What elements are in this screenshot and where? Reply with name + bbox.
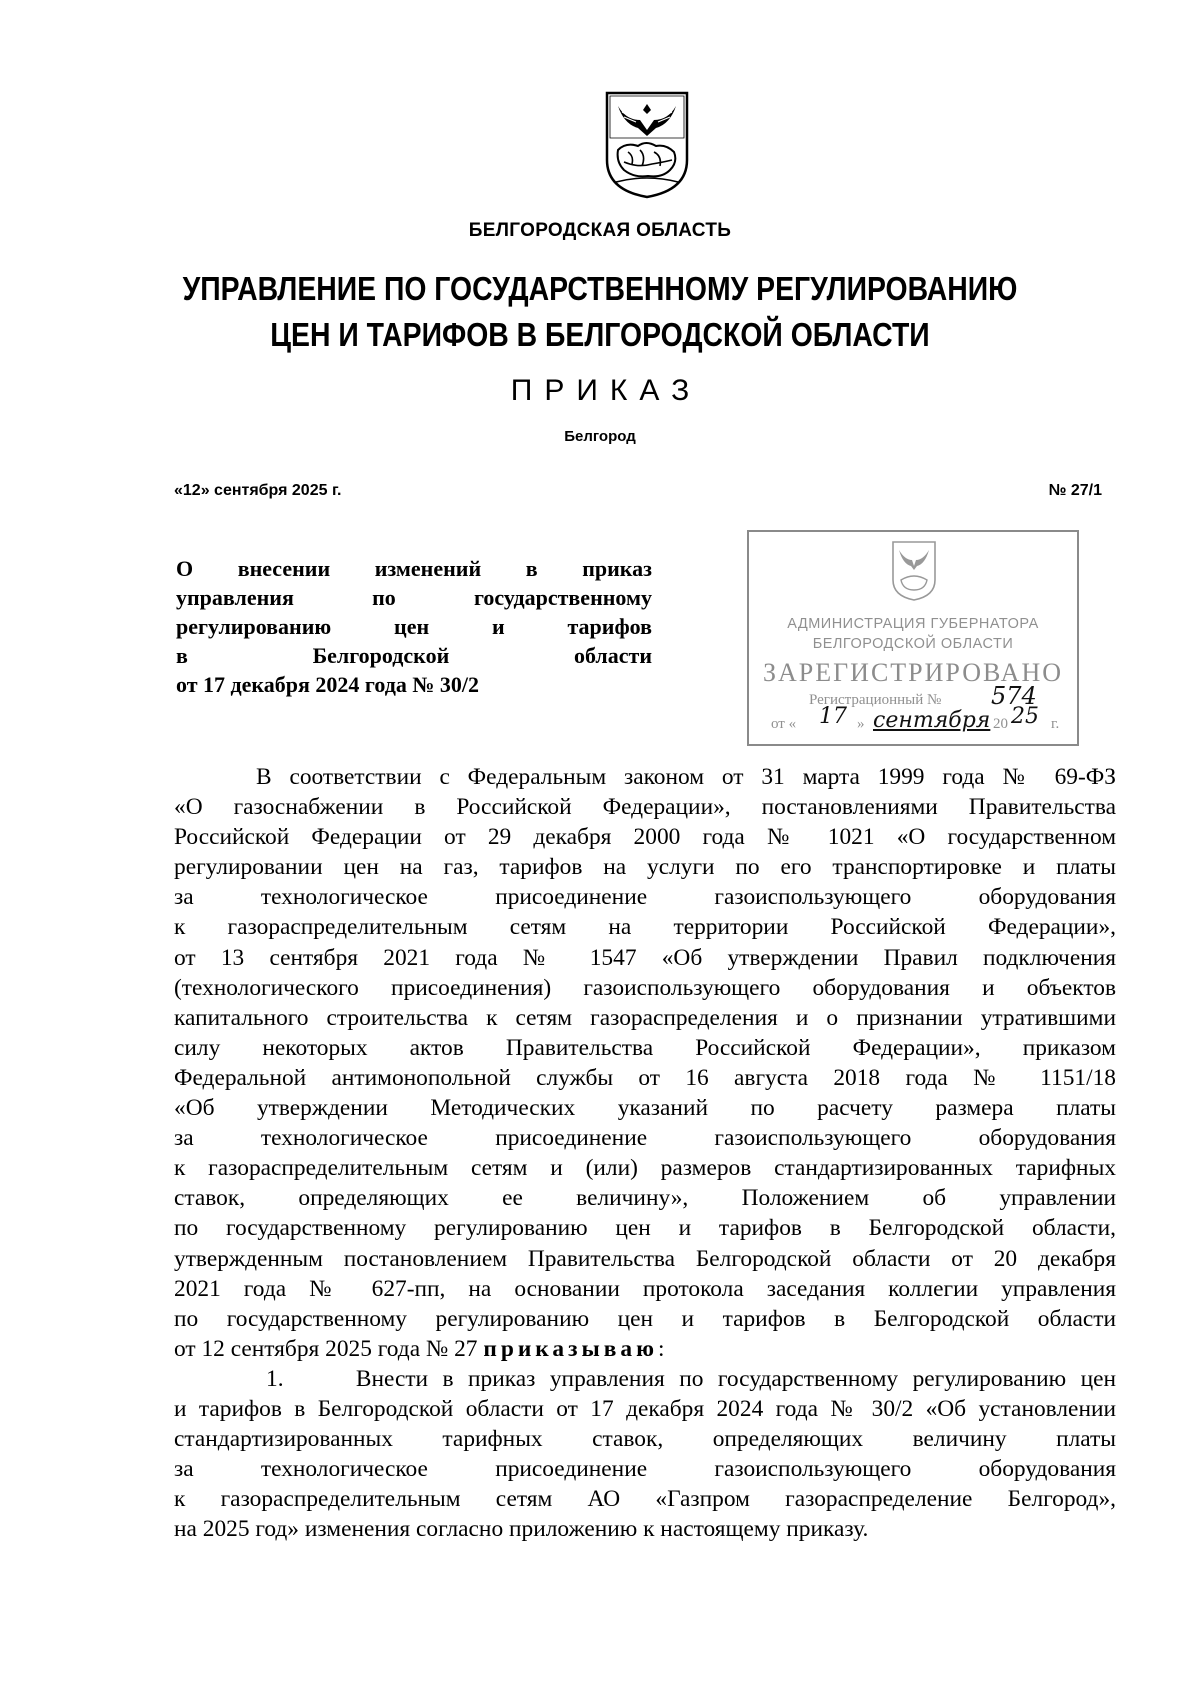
body-line: за технологическое присоединение газоиспользующего оборудования: [174, 1125, 1116, 1152]
year-prefix: 20: [993, 716, 1008, 732]
order-word: приказываю: [483, 1335, 658, 1362]
item-line: 1. Внести в приказ управления по государственному регулированию цен: [266, 1365, 1116, 1392]
subject-line: регулированию цен и тарифов: [176, 614, 652, 639]
document-type: ПРИКАЗ: [510, 374, 702, 407]
body-line: Российской Федерации от 29 декабря 2000 года № 1021 «О государственном: [174, 824, 1116, 851]
agency-name-line-1: УПРАВЛЕНИЕ ПО ГОСУДАРСТВЕННОМУ РЕГУЛИРОВАНИЮ: [182, 270, 1018, 307]
order-subject: [176, 554, 652, 699]
item-line: к газораспределительным сетям АО «Газпром газораспределение Белгород»,: [174, 1486, 1116, 1513]
body-line: утвержденным постановлением Правительства Белгородской области от 20 декабря: [174, 1245, 1116, 1272]
coat-of-arms-icon: [604, 90, 690, 200]
body-line: ставок, определяющих ее величину», Положением об управлении: [174, 1185, 1116, 1212]
body-line: к газораспределительным сетям на территории Российской Федерации»,: [174, 914, 1116, 941]
date-prefix: от «: [771, 716, 797, 732]
registration-stamp: [747, 530, 1079, 746]
body-line: Федеральной антимонопольной службы от 16 августа 2018 года № 1151/18: [174, 1064, 1116, 1091]
date-separator: »: [857, 716, 865, 732]
body-line: по государственному регулированию цен и тарифов в Белгородской области: [174, 1305, 1116, 1332]
stamp-registered-title: ЗАРЕГИСТРИРОВАНО: [763, 658, 1063, 687]
body-line: (технологического присоединения) газоиспользующего оборудования и объектов: [174, 974, 1116, 1001]
body-line: регулировании цен на газ, тарифов на услуги по его транспортировке и платы: [174, 854, 1116, 881]
stamp-org-line-1: АДМИНИСТРАЦИЯ ГУБЕРНАТОРА: [787, 616, 1039, 632]
body-line: «О газоснабжении в Российской Федерации», постановлениями Правительства: [174, 794, 1116, 821]
handwritten-reg-day: 17: [819, 704, 847, 729]
city-name: Белгород: [564, 428, 636, 445]
order-body: [174, 762, 1116, 1544]
order-colon: :: [658, 1335, 665, 1362]
item-line: за технологическое присоединение газоиспользующего оборудования: [174, 1456, 1116, 1483]
handwritten-reg-month: сентября: [873, 708, 991, 733]
agency-name-line-2: ЦЕН И ТАРИФОВ В БЕЛГОРОДСКОЙ ОБЛАСТИ: [270, 316, 930, 353]
order-basis: от 12 сентября 2025 года № 27: [174, 1335, 484, 1362]
handwritten-reg-year: 25: [1011, 704, 1039, 729]
handwritten-reg-number: 574: [991, 682, 1037, 710]
agency-name: [84, 266, 1116, 358]
order-number: № 27/1: [1048, 482, 1102, 499]
reg-number-label: Регистрационный №: [809, 692, 942, 708]
body-line: 2021 года № 627-пп, на основании протокола заседания коллегии управления: [174, 1275, 1116, 1302]
item-line: и тарифов в Белгородской области от 17 декабря 2024 года № 30/2 «Об установлении: [174, 1395, 1116, 1422]
body-line-order: [174, 1334, 1116, 1364]
subject-line: О внесении изменений в приказ: [176, 556, 652, 581]
stamp-date-row: [771, 716, 796, 733]
year-suffix: г.: [1051, 716, 1060, 732]
subject-line: в Белгородской области: [176, 643, 652, 668]
body-line: от 13 сентября 2021 года № 1547 «Об утверждении Правил подключения: [174, 944, 1116, 971]
region-name: БЕЛГОРОДСКАЯ ОБЛАСТЬ: [468, 220, 732, 241]
subject-line: управления по государственному: [176, 585, 652, 610]
body-line: за технологическое присоединение газоиспользующего оборудования: [174, 884, 1116, 911]
subject-line: от 17 декабря 2024 года № 30/2: [176, 672, 480, 697]
stamp-org-line-2: БЕЛГОРОДСКОЙ ОБЛАСТИ: [812, 636, 1014, 652]
body-line: капитального строительства к сетям газораспределения и о признании утратившими: [174, 1004, 1116, 1031]
body-line: силу некоторых актов Правительства Российской Федерации», приказом: [174, 1034, 1116, 1061]
item-line: стандартизированных тарифных ставок, определяющих величину платы: [174, 1426, 1116, 1453]
body-line: В соответствии с Федеральным законом от 31 марта 1999 года № 69-ФЗ: [256, 764, 1116, 790]
order-date: «12» сентября 2025 г.: [174, 482, 342, 499]
item-line: на 2025 год» изменения согласно приложению к настоящему приказу.: [174, 1516, 869, 1543]
stamp-emblem-icon: [891, 540, 937, 602]
body-line: «Об утверждении Методических указаний по расчету размера платы: [174, 1095, 1116, 1122]
body-line: по государственному регулированию цен и тарифов в Белгородской области,: [174, 1215, 1116, 1242]
body-line: к газораспределительным сетям и (или) размеров стандартизированных тарифных: [174, 1155, 1116, 1182]
